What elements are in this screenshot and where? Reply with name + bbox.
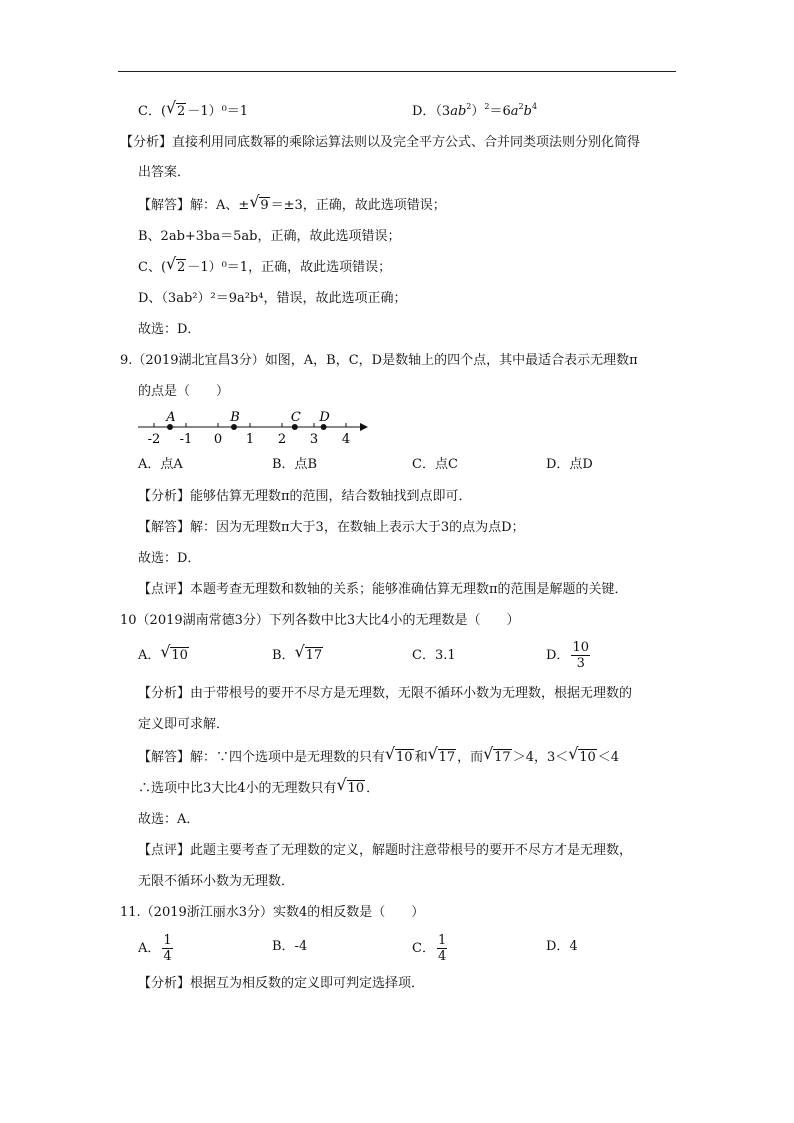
sqrt-sign: √ 10 — [385, 744, 413, 765]
prev-option-c: C．( √ 2 －1）⁰＝1 — [138, 98, 249, 119]
q8-answer: 故选：D． — [138, 322, 201, 337]
tick-label: 0 — [213, 432, 223, 447]
q10-solution-line2: ∴选项中比3大比4小的无理数只有 √ 10 ． — [138, 775, 380, 796]
point-label-b: B — [230, 410, 240, 425]
prev-option-d: D．$(3ab^2)^2=6a^2b^4$ — [412, 102, 538, 119]
q10-analysis-line2: 定义即可求解． — [138, 717, 230, 732]
sqrt-sign: √ 17 — [427, 744, 456, 765]
q9-option-c: C．点C — [412, 457, 458, 472]
q10-option-b: B． √ 17 — [272, 642, 323, 663]
number-line-figure — [138, 407, 378, 447]
sqrt-sign: √ 10 — [336, 775, 365, 796]
q8-analysis-line2: 出答案． — [138, 165, 191, 180]
q10-option-d: D． $\frac{10}{3}$ — [546, 640, 589, 671]
q10-comment-line1: 【点评】此题主要考查了无理数的定义，解题时注意带根号的要开不尽方才是无理数， — [138, 843, 633, 858]
point-label-c: C — [290, 410, 301, 425]
number-line-arrow — [360, 423, 368, 431]
fraction: $\frac{10}{3}$ — [572, 640, 589, 671]
q11-option-d: D．4 — [546, 939, 578, 954]
q9-option-b: B．点B — [272, 457, 318, 472]
q10-option-c: C．3.1 — [412, 648, 456, 663]
sqrt-sign: √ 10 — [160, 642, 188, 663]
q10-option-a: A． √ 10 — [138, 642, 188, 663]
q11-option-b: B．-4 — [272, 939, 308, 954]
q9-analysis: 【分析】能够估算无理数π的范围，结合数轴找到点即可． — [138, 489, 472, 504]
q10-solution-line1: 【解答】解：∵四个选项中是无理数的只有 √ 10 和 √ 17 ，而 √ 17 ＞4，3＜ √ 10 ＜4 — [138, 744, 620, 765]
q9-comment: 【点评】本题考查无理数和数轴的关系；能够准确估算无理数π的范围是解题的关键． — [138, 582, 628, 597]
point-label-a: A — [166, 410, 176, 425]
q11-option-c: C． $\frac{1}{4}$ — [412, 933, 447, 964]
sqrt-sign: √ 2 — [166, 254, 186, 275]
q8-analysis-line1: 【分析】直接利用同底数幂的乘除运算法则以及完全平方公式、合并同类项法则分别化简得 — [120, 135, 641, 150]
q8-solution-d: D、（3ab²）²＝9a²b⁴，错误，故此选项正确； — [138, 291, 407, 306]
point-label-d: D — [319, 410, 330, 425]
tick-label: -2 — [147, 432, 161, 447]
q9-option-a: A．点A — [138, 457, 183, 472]
q10-comment-line2: 无限不循环小数为无理数． — [138, 874, 295, 889]
q8-solution-c: C、( √ 2 －1）⁰＝1，正确，故此选项错误； — [138, 254, 392, 275]
q9-stem-line1: 9.（2019湖北宜昌3分）如图，A，B，C，D是数轴上的四个点，其中最适合表示无理数π — [120, 353, 638, 368]
sqrt-sign: √ 2 — [166, 98, 186, 119]
q9-solution: 【解答】解：因为无理数π大于3，在数轴上表示大于3的点为点D； — [138, 520, 525, 535]
sqrt-sign: √ 10 — [568, 744, 596, 765]
tick-label: 4 — [341, 432, 351, 447]
tick-label: 3 — [309, 432, 319, 447]
header-rule — [118, 71, 676, 72]
q10-answer: 故选：A． — [138, 812, 200, 827]
tick-label: -1 — [179, 432, 193, 447]
sqrt-sign: √ 9 — [249, 192, 269, 213]
q11-analysis: 【分析】根据互为相反数的定义即可判定选择项． — [138, 976, 425, 991]
q9-option-d: D．点D — [546, 457, 593, 472]
q10-stem: 10（2019湖南常德3分）下列各数中比3大比4小的无理数是（ ） — [120, 613, 520, 628]
q9-answer: 故选：D． — [138, 551, 201, 566]
tick-label: 1 — [245, 432, 255, 447]
q8-solution-b: B、2ab+3ba＝5ab，正确，故此选项错误； — [138, 229, 401, 244]
q11-option-a: A． $\frac{1}{4}$ — [138, 933, 172, 964]
sqrt-sign: √ 17 — [483, 744, 511, 765]
q10-analysis-line1: 【分析】由于带根号的要开不尽方是无理数，无限不循环小数为无理数，根据无理数的 — [138, 686, 633, 701]
q8-solution-a: 【解答】解：A、± √ 9 ＝±3，正确，故此选项错误； — [138, 192, 446, 213]
q9-stem-line2: 的点是（ ） — [138, 384, 230, 399]
fraction: $\frac{1}{4}$ — [437, 933, 447, 964]
tick-label: 2 — [277, 432, 287, 447]
fraction: $\frac{1}{4}$ — [163, 933, 172, 964]
q11-stem: 11.（2019浙江丽水3分）实数4的相反数是（ ） — [120, 905, 425, 920]
sqrt-sign: √ 17 — [294, 642, 323, 663]
